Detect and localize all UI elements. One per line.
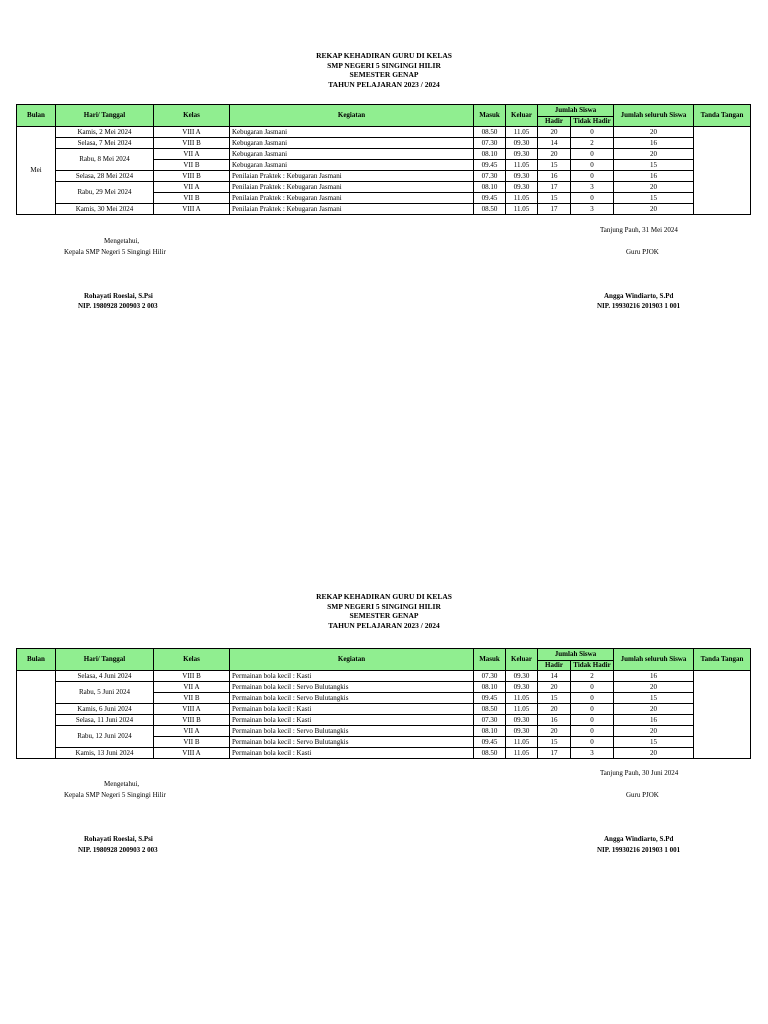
total-cell: 20 bbox=[614, 726, 694, 737]
out-time-cell: 11.05 bbox=[506, 160, 538, 171]
out-time-cell: 11.05 bbox=[506, 204, 538, 215]
activity-cell: Kebugaran Jasmani bbox=[230, 160, 474, 171]
total-cell: 16 bbox=[614, 171, 694, 182]
col-bulan: Bulan bbox=[17, 105, 56, 127]
principal-name: Rohayati Roeslai, S.Psi bbox=[84, 292, 153, 300]
signature-cell bbox=[694, 127, 751, 215]
present-cell: 17 bbox=[538, 748, 571, 759]
present-cell: 14 bbox=[538, 671, 571, 682]
class-cell: VII A bbox=[154, 726, 230, 737]
class-cell: VIII A bbox=[154, 748, 230, 759]
present-cell: 20 bbox=[538, 682, 571, 693]
total-cell: 20 bbox=[614, 682, 694, 693]
principal-title: Kepala SMP Negeri 5 Singingi Hilir bbox=[64, 791, 166, 799]
present-cell: 15 bbox=[538, 160, 571, 171]
signature-cell bbox=[694, 671, 751, 759]
total-cell: 20 bbox=[614, 127, 694, 138]
absent-cell: 2 bbox=[571, 671, 614, 682]
present-cell: 17 bbox=[538, 182, 571, 193]
total-cell: 20 bbox=[614, 204, 694, 215]
out-time-cell: 11.05 bbox=[506, 737, 538, 748]
out-time-cell: 11.05 bbox=[506, 704, 538, 715]
present-cell: 16 bbox=[538, 171, 571, 182]
total-cell: 15 bbox=[614, 737, 694, 748]
activity-cell: Permainan bola kecil : Kasti bbox=[230, 748, 474, 759]
date-cell: Kamis, 2 Mei 2024 bbox=[56, 127, 154, 138]
class-cell: VIII B bbox=[154, 171, 230, 182]
in-time-cell: 08.10 bbox=[474, 149, 506, 160]
teacher-title: Guru PJOK bbox=[626, 791, 659, 799]
table-row bbox=[17, 182, 751, 193]
out-time-cell: 09.30 bbox=[506, 671, 538, 682]
class-cell: VII B bbox=[154, 693, 230, 704]
activity-cell: Permainan bola kecil : Servo Bulutangkis bbox=[230, 693, 474, 704]
date-cell: Kamis, 13 Juni 2024 bbox=[56, 748, 154, 759]
present-cell: 15 bbox=[538, 193, 571, 204]
col-masuk: Masuk bbox=[474, 649, 506, 671]
attendance-table bbox=[16, 104, 751, 215]
total-cell: 20 bbox=[614, 704, 694, 715]
table-row bbox=[17, 715, 751, 726]
out-time-cell: 09.30 bbox=[506, 715, 538, 726]
col-masuk: Masuk bbox=[474, 105, 506, 127]
col-jumlah-siswa: Jumlah Siswa bbox=[538, 649, 614, 661]
absent-cell: 0 bbox=[571, 127, 614, 138]
in-time-cell: 08.50 bbox=[474, 127, 506, 138]
place-date: Tanjung Pauh, 31 Mei 2024 bbox=[600, 226, 678, 234]
absent-cell: 2 bbox=[571, 138, 614, 149]
principal-nip: NIP. 1980928 200903 2 003 bbox=[78, 302, 158, 310]
class-cell: VII A bbox=[154, 149, 230, 160]
table-row bbox=[17, 682, 751, 693]
class-cell: VIII A bbox=[154, 127, 230, 138]
out-time-cell: 09.30 bbox=[506, 182, 538, 193]
table-row bbox=[17, 204, 751, 215]
absent-cell: 0 bbox=[571, 704, 614, 715]
class-cell: VIII A bbox=[154, 204, 230, 215]
col-jumlah-seluruh: Jumlah seluruh Siswa bbox=[614, 649, 694, 671]
activity-cell: Penilaian Praktek : Kebugaran Jasmani bbox=[230, 182, 474, 193]
class-cell: VIII B bbox=[154, 715, 230, 726]
absent-cell: 0 bbox=[571, 193, 614, 204]
absent-cell: 0 bbox=[571, 726, 614, 737]
class-cell: VII B bbox=[154, 160, 230, 171]
acknowledged-label: Mengetahui, bbox=[104, 780, 140, 788]
out-time-cell: 11.05 bbox=[506, 693, 538, 704]
absent-cell: 3 bbox=[571, 748, 614, 759]
attendance-table bbox=[16, 648, 751, 759]
place-date: Tanjung Pauh, 30 Juni 2024 bbox=[600, 769, 679, 777]
absent-cell: 3 bbox=[571, 204, 614, 215]
table-row bbox=[17, 149, 751, 160]
class-cell: VIII B bbox=[154, 138, 230, 149]
out-time-cell: 09.30 bbox=[506, 138, 538, 149]
total-cell: 15 bbox=[614, 160, 694, 171]
col-tidak-hadir: Tidak Hadir bbox=[571, 117, 614, 127]
in-time-cell: 09.45 bbox=[474, 693, 506, 704]
col-kegiatan: Kegiatan bbox=[230, 105, 474, 127]
table-row bbox=[17, 127, 751, 138]
in-time-cell: 08.10 bbox=[474, 726, 506, 737]
table-row bbox=[17, 171, 751, 182]
col-keluar: Keluar bbox=[506, 105, 538, 127]
absent-cell: 0 bbox=[571, 149, 614, 160]
activity-cell: Permainan bola kecil : Kasti bbox=[230, 704, 474, 715]
present-cell: 14 bbox=[538, 138, 571, 149]
total-cell: 16 bbox=[614, 138, 694, 149]
activity-cell: Permainan bola kecil : Servo Bulutangkis bbox=[230, 726, 474, 737]
total-cell: 15 bbox=[614, 193, 694, 204]
activity-cell: Permainan bola kecil : Servo Bulutangkis bbox=[230, 737, 474, 748]
table-row bbox=[17, 138, 751, 149]
out-time-cell: 09.30 bbox=[506, 149, 538, 160]
report-title: REKAP KEHADIRAN GURU DI KELAS SMP NEGERI 5 SINGINGI HILIR SEMESTER GENAP TAHUN PELAJARAN 2023 / 2024 bbox=[316, 51, 452, 89]
date-cell: Kamis, 30 Mei 2024 bbox=[56, 204, 154, 215]
activity-cell: Penilaian Praktek : Kebugaran Jasmani bbox=[230, 204, 474, 215]
teacher-name: Angga Windiarto, S.Pd bbox=[604, 835, 674, 843]
present-cell: 16 bbox=[538, 715, 571, 726]
teacher-title: Guru PJOK bbox=[626, 248, 659, 256]
present-cell: 15 bbox=[538, 693, 571, 704]
present-cell: 20 bbox=[538, 726, 571, 737]
in-time-cell: 08.50 bbox=[474, 704, 506, 715]
absent-cell: 0 bbox=[571, 737, 614, 748]
teacher-nip: NIP. 19930216 201903 1 001 bbox=[597, 846, 681, 854]
activity-cell: Penilaian Praktek : Kebugaran Jasmani bbox=[230, 193, 474, 204]
activity-cell: Kebugaran Jasmani bbox=[230, 149, 474, 160]
total-cell: 16 bbox=[614, 715, 694, 726]
date-cell: Selasa, 11 Juni 2024 bbox=[56, 715, 154, 726]
teacher-nip: NIP. 19930216 201903 1 001 bbox=[597, 302, 681, 310]
total-cell: 16 bbox=[614, 671, 694, 682]
in-time-cell: 07.30 bbox=[474, 138, 506, 149]
col-tidak-hadir: Tidak Hadir bbox=[571, 661, 614, 671]
total-cell: 15 bbox=[614, 693, 694, 704]
date-cell: Rabu, 12 Juni 2024 bbox=[56, 726, 154, 748]
date-cell: Kamis, 6 Juni 2024 bbox=[56, 704, 154, 715]
col-kelas: Kelas bbox=[154, 649, 230, 671]
in-time-cell: 08.50 bbox=[474, 748, 506, 759]
date-cell: Selasa, 7 Mei 2024 bbox=[56, 138, 154, 149]
out-time-cell: 11.05 bbox=[506, 193, 538, 204]
col-keluar: Keluar bbox=[506, 649, 538, 671]
out-time-cell: 09.30 bbox=[506, 726, 538, 737]
in-time-cell: 08.10 bbox=[474, 182, 506, 193]
col-hadir: Hadir bbox=[538, 661, 571, 671]
class-cell: VII B bbox=[154, 737, 230, 748]
class-cell: VIII B bbox=[154, 671, 230, 682]
col-tanda-tangan: Tanda Tangan bbox=[694, 649, 751, 671]
activity-cell: Permainan bola kecil : Kasti bbox=[230, 671, 474, 682]
present-cell: 15 bbox=[538, 737, 571, 748]
absent-cell: 0 bbox=[571, 682, 614, 693]
col-kegiatan: Kegiatan bbox=[230, 649, 474, 671]
activity-cell: Permainan bola kecil : Kasti bbox=[230, 715, 474, 726]
in-time-cell: 09.45 bbox=[474, 737, 506, 748]
in-time-cell: 09.45 bbox=[474, 193, 506, 204]
col-hari: Hari/ Tanggal bbox=[56, 649, 154, 671]
absent-cell: 0 bbox=[571, 693, 614, 704]
month-cell bbox=[17, 671, 56, 759]
out-time-cell: 09.30 bbox=[506, 171, 538, 182]
out-time-cell: 11.05 bbox=[506, 127, 538, 138]
class-cell: VII A bbox=[154, 682, 230, 693]
in-time-cell: 08.10 bbox=[474, 682, 506, 693]
date-cell: Rabu, 29 Mei 2024 bbox=[56, 182, 154, 204]
present-cell: 17 bbox=[538, 204, 571, 215]
activity-cell: Permainan bola kecil : Servo Bulutangkis bbox=[230, 682, 474, 693]
date-cell: Selasa, 28 Mei 2024 bbox=[56, 171, 154, 182]
activity-cell: Kebugaran Jasmani bbox=[230, 127, 474, 138]
absent-cell: 0 bbox=[571, 171, 614, 182]
absent-cell: 0 bbox=[571, 715, 614, 726]
table-row bbox=[17, 704, 751, 715]
activity-cell: Penilaian Praktek : Kebugaran Jasmani bbox=[230, 171, 474, 182]
principal-nip: NIP. 1980928 200903 2 003 bbox=[78, 846, 158, 854]
col-hari: Hari/ Tanggal bbox=[56, 105, 154, 127]
present-cell: 20 bbox=[538, 127, 571, 138]
class-cell: VII B bbox=[154, 193, 230, 204]
month-cell: Mei bbox=[17, 127, 56, 215]
in-time-cell: 08.50 bbox=[474, 204, 506, 215]
principal-title: Kepala SMP Negeri 5 Singingi Hilir bbox=[64, 248, 166, 256]
col-bulan: Bulan bbox=[17, 649, 56, 671]
date-cell: Selasa, 4 Juni 2024 bbox=[56, 671, 154, 682]
in-time-cell: 07.30 bbox=[474, 715, 506, 726]
col-tanda-tangan: Tanda Tangan bbox=[694, 105, 751, 127]
class-cell: VII A bbox=[154, 182, 230, 193]
total-cell: 20 bbox=[614, 748, 694, 759]
in-time-cell: 07.30 bbox=[474, 171, 506, 182]
date-cell: Rabu, 8 Mei 2024 bbox=[56, 149, 154, 171]
total-cell: 20 bbox=[614, 182, 694, 193]
present-cell: 20 bbox=[538, 149, 571, 160]
acknowledged-label: Mengetahui, bbox=[104, 237, 140, 245]
teacher-name: Angga Windiarto, S.Pd bbox=[604, 292, 674, 300]
total-cell: 20 bbox=[614, 149, 694, 160]
principal-name: Rohayati Roeslai, S.Psi bbox=[84, 835, 153, 843]
out-time-cell: 11.05 bbox=[506, 748, 538, 759]
table-row bbox=[17, 726, 751, 737]
table-row bbox=[17, 748, 751, 759]
absent-cell: 0 bbox=[571, 160, 614, 171]
class-cell: VIII A bbox=[154, 704, 230, 715]
activity-cell: Kebugaran Jasmani bbox=[230, 138, 474, 149]
in-time-cell: 09.45 bbox=[474, 160, 506, 171]
col-jumlah-siswa: Jumlah Siswa bbox=[538, 105, 614, 117]
in-time-cell: 07.30 bbox=[474, 671, 506, 682]
absent-cell: 3 bbox=[571, 182, 614, 193]
col-hadir: Hadir bbox=[538, 117, 571, 127]
col-kelas: Kelas bbox=[154, 105, 230, 127]
table-row bbox=[17, 671, 751, 682]
col-jumlah-seluruh: Jumlah seluruh Siswa bbox=[614, 105, 694, 127]
present-cell: 20 bbox=[538, 704, 571, 715]
report-title: REKAP KEHADIRAN GURU DI KELAS SMP NEGERI 5 SINGINGI HILIR SEMESTER GENAP TAHUN PELAJARAN 2023 / 2024 bbox=[316, 592, 452, 630]
date-cell: Rabu, 5 Juni 2024 bbox=[56, 682, 154, 704]
out-time-cell: 09.30 bbox=[506, 682, 538, 693]
